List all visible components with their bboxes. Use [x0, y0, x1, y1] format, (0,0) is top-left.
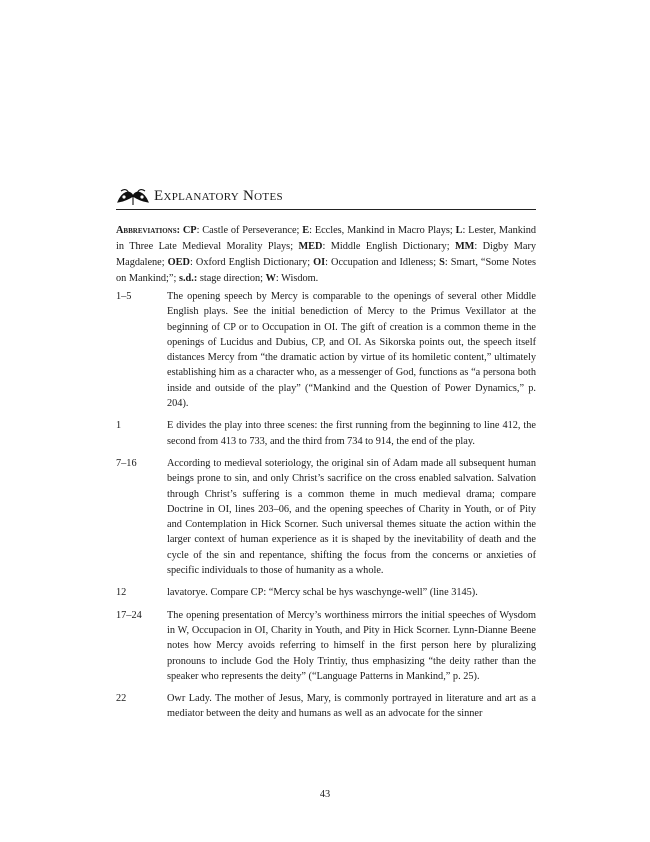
abbreviation-key: OED: [167, 257, 190, 268]
abbreviation-value: Wisdom: [281, 273, 316, 284]
abbreviation-entry: CP: Castle of Perseverance;: [182, 225, 300, 236]
note-text: The opening presentation of Mercy’s worthiness mirrors the initial speeches of Wysdom in W, Occupacion in OI, Charity in Youth, and Pity in Hick Scorner. Lynn-Dianne Beene notes how Mercy avoids referring to himself in the first person here by pluralizing pronouns to include God the Holy Trintiy, thus emphasizing “the deity rather than the speaker who represents the deity” (“Language Patterns in Mankind,” p. 25).: [167, 609, 536, 682]
note-text: According to medieval soteriology, the original sin of Adam made all subsequent human beings prone to sin, and only Christ’s sacrifice on the cross enabled salvation. Salvation through Christ’s suffering is a common theme in much medieval drama; compare Doctrine in OI, lines 203–06, and the opening speeches of Charity in Youth, or of Pity and Contemplation in Hick Scorner. Such universal themes situate the action within the larger context of human experience as it is shaped by the inevitability of death and the cycle of the sin and repentance, shifting the focus from the concerns or anxieties of specific individuals to those of humanity as a whole.: [167, 457, 536, 577]
note-line-number: 12: [116, 587, 127, 599]
section-title: Explanatory Notes: [154, 188, 283, 204]
abbreviation-entry: L: Lester, Mankind in Three Late Medieval Morality Plays;: [116, 225, 537, 252]
abbreviation-value: Oxford English Dictionary: [195, 257, 308, 268]
abbreviation-key: MED: [298, 241, 323, 252]
abbreviation-entry: E: Eccles, Mankind in Macro Plays;: [302, 225, 453, 236]
abbreviation-value: Lester, Mankind in Three Late Medieval Morality Plays: [116, 225, 537, 252]
abbreviation-key: E: [302, 225, 310, 236]
abbreviation-entry: W: Wisdom.: [265, 273, 319, 284]
abbreviation-value: Smart, “Some Notes on Mankind;”: [116, 257, 537, 284]
page-number: 43: [319, 789, 331, 800]
note-line-number: 7–16: [116, 457, 137, 469]
note-entry: [116, 289, 536, 411]
note-text: E divides the play into three scenes: the first running from the beginning to line 412, the second from 413 to 733, and the third from 734 to 914, the end of the play.: [167, 420, 536, 447]
abbreviation-value: Castle of Perseverance: [202, 225, 297, 236]
note-entry: [116, 691, 536, 722]
abbreviation-key: s.d.:: [178, 273, 198, 284]
note-entry: [116, 585, 536, 600]
abbreviation-entry: OI: Occupation and Idleness;: [313, 257, 437, 268]
abbreviation-key: S: [439, 257, 445, 268]
abbreviation-key: OI: [313, 257, 326, 268]
notes-list: [116, 289, 536, 729]
abbreviation-key: W: [265, 273, 276, 284]
note-text: Owr Lady. The mother of Jesus, Mary, is commonly portrayed in literature and art as a mediator between the deity and humans as well as an advocate for the sinner: [167, 693, 536, 720]
abbreviation-value: Occupation and Idleness: [331, 257, 434, 268]
section-heading: [116, 185, 536, 210]
note-text: lavatorye. Compare CP: “Mercy schal be hys waschynge-well” (line 3145).: [167, 587, 478, 599]
abbreviations-label: Abbreviations:: [116, 225, 181, 236]
abbreviation-value: Digby Mary Magdalene: [116, 241, 537, 268]
note-entry: [116, 418, 536, 449]
abbreviation-entry: MM: Digby Mary Magdalene;: [116, 241, 537, 268]
abbreviation-key: L: [455, 225, 463, 236]
leaf-ornament-icon: [116, 186, 150, 206]
abbreviation-entry: OED: Oxford English Dictionary;: [167, 257, 311, 268]
note-line-number: 22: [116, 693, 127, 705]
abbreviations-paragraph: [116, 223, 536, 287]
abbreviation-key: MM: [454, 241, 475, 252]
abbreviation-value: Middle English Dictionary: [330, 241, 447, 252]
note-entry: [116, 608, 536, 684]
abbreviation-value: Eccles, Mankind in Macro Plays: [314, 225, 450, 236]
abbreviation-key: CP: [182, 225, 197, 236]
note-line-number: 1: [116, 420, 122, 432]
abbreviation-entry: MED: Middle English Dictionary;: [298, 241, 450, 252]
note-entry: [116, 456, 536, 578]
abbreviation-value: stage direction: [199, 273, 261, 284]
note-line-number: 17–24: [116, 609, 142, 621]
note-text: The opening speech by Mercy is comparable to the openings of several other Middle English plays. See the initial benediction of Mercy to the Primus Vexillator at the beginning of CP or to Occupation in OI. The gift of creation is a common theme in the openings of Lucidus and Dubius, CP, and OI. As Sikorska points out, the speech itself distances Mercy from “the dramatic action by virtue of its homiletic content,” ultimately establishing him as a character who, as a messenger of God, functions as “a persona both inside and outside of the play” (“Mankind and the Question of Power Dynamics,” p. 204).: [167, 291, 536, 410]
abbreviation-entry: s.d.: stage direction;: [178, 273, 264, 284]
abbreviation-entry: S: Smart, “Some Notes on Mankind;”;: [116, 257, 537, 284]
note-line-number: 1–5: [116, 291, 132, 302]
